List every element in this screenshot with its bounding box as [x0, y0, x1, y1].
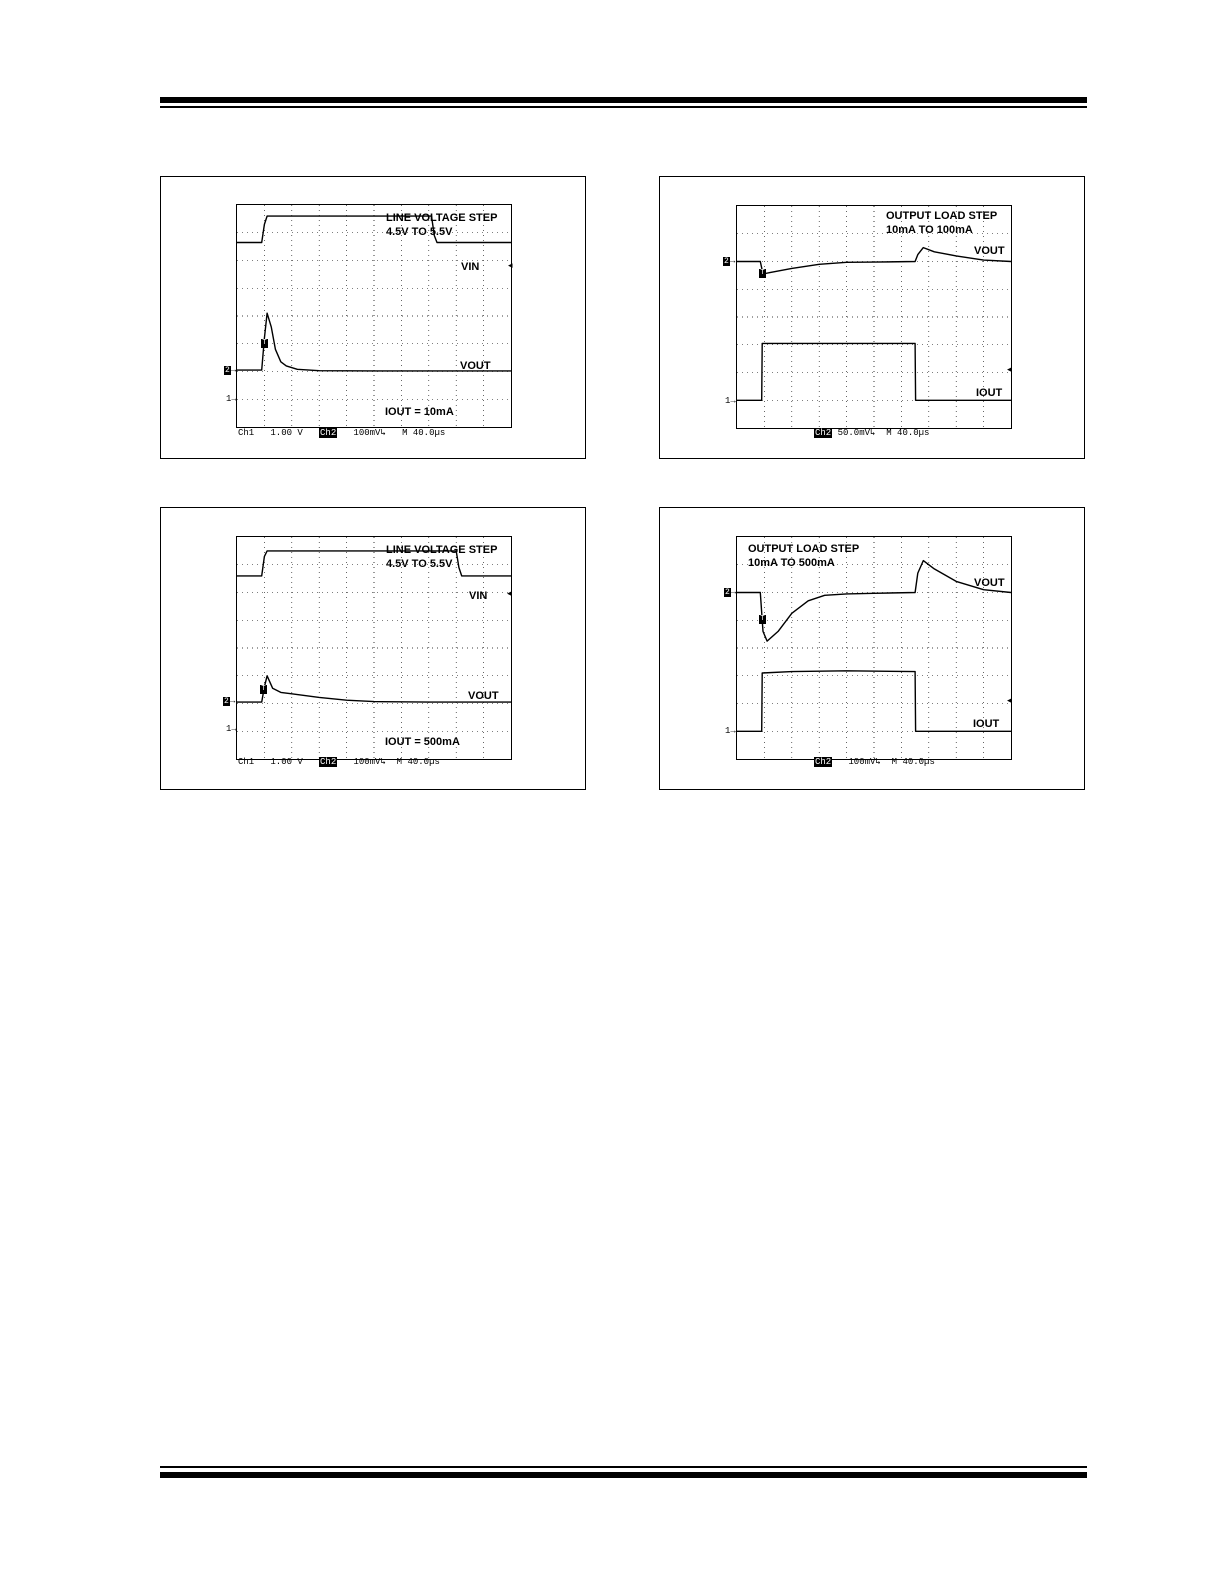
scope-readout: Ch1 1.00 V Ch2 100mV↳ M 40.0µs	[238, 757, 440, 767]
trigger-level-arrow: ◂	[507, 589, 512, 599]
trigger-level-arrow: ◂	[1007, 696, 1012, 706]
trigger-level-arrow: ◂	[1007, 365, 1012, 375]
series-label-vout: VOUT	[460, 360, 491, 372]
trigger-level-arrow: ◂	[508, 261, 513, 271]
trigger-point-marker: T	[262, 339, 267, 347]
trigger-point-marker: T	[760, 269, 765, 277]
ch2-ground-marker: 2→	[224, 696, 236, 706]
series-label-vout: VOUT	[974, 577, 1005, 589]
scope-plot	[236, 204, 512, 428]
ch1-ground-marker: 1→	[226, 394, 237, 404]
chart-title: LINE VOLTAGE STEP 4.5V TO 5.5V	[386, 212, 498, 238]
figure-frame	[659, 507, 1085, 790]
ch1-ground-marker: 1→	[725, 726, 736, 736]
series-label-vout: VOUT	[468, 690, 499, 702]
footer-rule-thick	[160, 1472, 1087, 1478]
header-rule-thick	[160, 97, 1087, 103]
ch1-ground-marker: 1→	[226, 724, 237, 734]
figure-frame	[160, 507, 586, 790]
chart-title: OUTPUT LOAD STEP 10mA TO 500mA	[748, 543, 860, 569]
trigger-point-marker: T	[760, 615, 765, 623]
footer-rule-thin	[160, 1466, 1087, 1468]
scope-readout: Ch2 100mV↳ M 40.0µs	[815, 757, 935, 767]
chart-title: LINE VOLTAGE STEP 4.5V TO 5.5V	[386, 544, 498, 570]
chart-title: OUTPUT LOAD STEP 10mA TO 100mA	[886, 210, 998, 236]
scope-svg	[737, 537, 1011, 759]
scope-readout: Ch1 1.00 V Ch2 100mV↳ M 40.0µs	[238, 428, 446, 438]
chart-annotation: IOUT = 10mA	[385, 406, 454, 418]
series-label-iout: IOUT	[976, 387, 1003, 399]
scope-svg	[737, 206, 1011, 428]
scope-plot	[736, 536, 1012, 760]
series-label-vin: VIN	[469, 590, 488, 602]
ch1-ground-marker: 1→	[725, 396, 736, 406]
scope-plot	[236, 536, 512, 760]
scope-plot	[736, 205, 1012, 429]
figure-frame	[160, 176, 586, 459]
ch2-ground-marker: 2→	[725, 587, 737, 597]
series-label-vin: VIN	[461, 261, 480, 273]
chart-annotation: IOUT = 500mA	[385, 736, 460, 748]
ch2-ground-marker: 2→	[225, 365, 237, 375]
ch2-ground-marker: 2→	[724, 256, 736, 266]
scope-readout: Ch2 50.0mV↳ M 40.0µs	[815, 428, 930, 438]
header-rule-thin	[160, 106, 1087, 108]
trigger-point-marker: T	[261, 685, 266, 693]
series-label-vout: VOUT	[974, 245, 1005, 257]
series-label-iout: IOUT	[973, 718, 1000, 730]
figure-frame	[659, 176, 1085, 459]
